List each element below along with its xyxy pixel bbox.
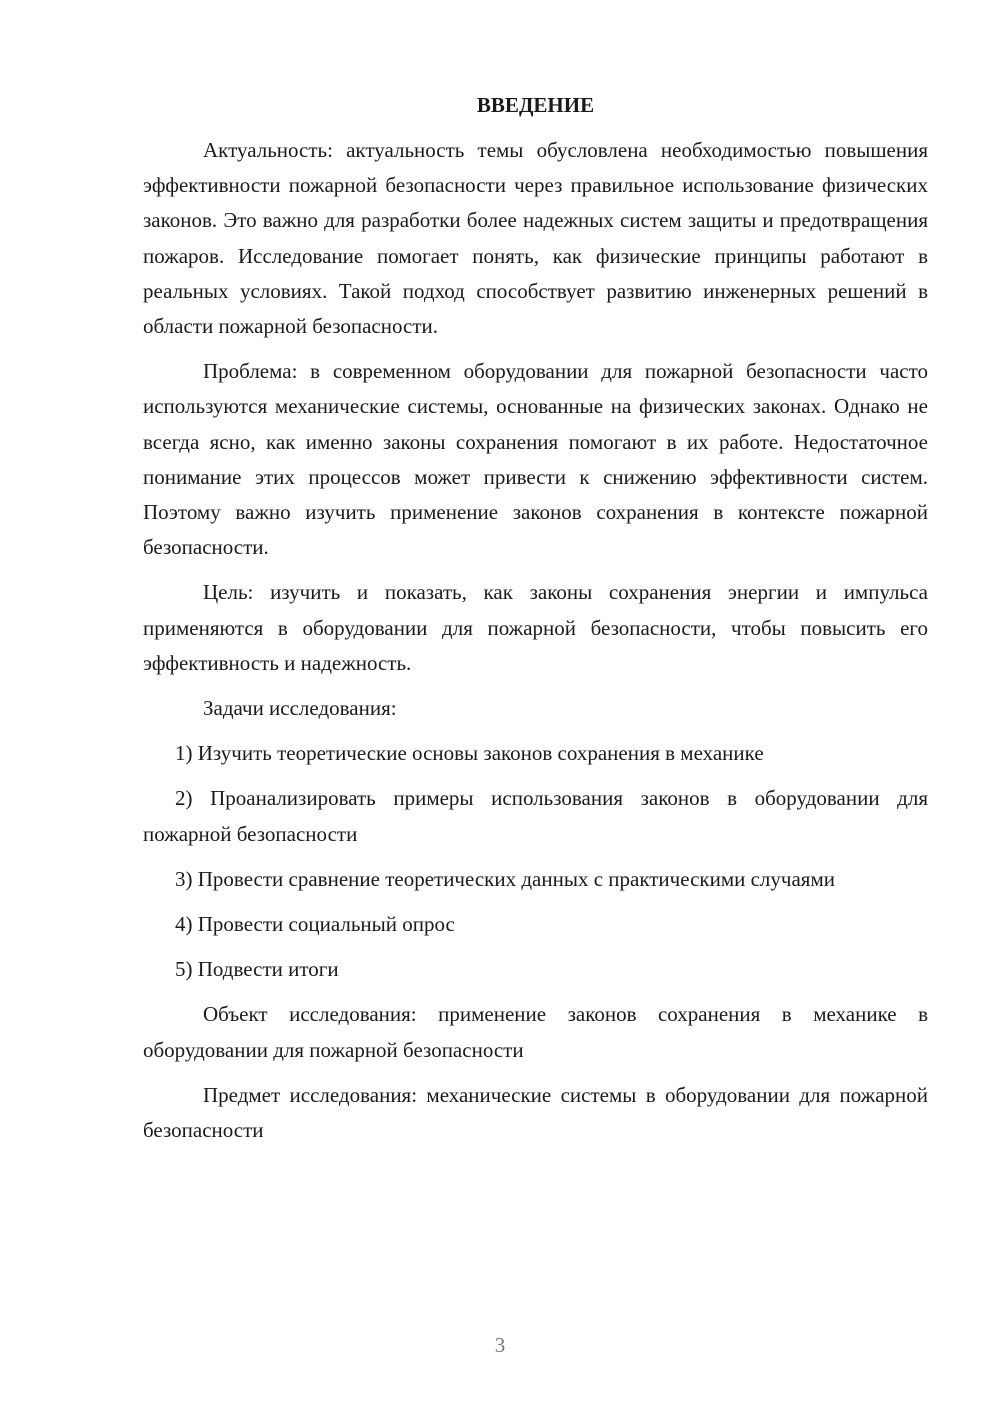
section-title: ВВЕДЕНИЕ — [476, 93, 595, 117]
task-item-5: 5) Подвести итоги — [175, 957, 339, 982]
task-item-3: 3) Провести сравнение теоретических данных с практическими случаями — [175, 866, 835, 891]
object-paragraph: Объект исследования: применение законов сохранения в механике в оборудовании для пожарной безопасности — [143, 1002, 928, 1062]
page-number: 3 — [494, 1333, 506, 1357]
task-item-1: 1) Изучить теоретические основы законов сохранения в механике — [175, 741, 764, 766]
relevance-paragraph: Актуальность: актуальность темы обусловлена необходимостью повышения эффективности пожарной безопасности через правильное использование физических законов. Это важно для разработки более надежных систем защиты и предотвращения пожаров. Исследование помогает понять, как физические принципы работают в реальных условиях. Такой подход способствует развитию инженерных решений в области пожарной безопасности. — [143, 138, 928, 339]
document-page — [143, 88, 928, 1158]
goal-paragraph: Цель: изучить и показать, как законы сохранения энергии и импульса применяются в оборудовании для пожарной безопасности, чтобы повысить его эффективность и надежность. — [143, 580, 928, 675]
task-item-4: 4) Провести социальный опрос — [175, 912, 455, 937]
tasks-heading: Задачи исследования: — [203, 696, 397, 721]
subject-paragraph: Предмет исследования: механические системы в оборудовании для пожарной безопасности — [143, 1082, 928, 1143]
problem-paragraph: Проблема: в современном оборудовании для пожарной безопасности часто используются механические системы, основанные на физических законах. Однако не всегда ясно, как именно законы сохранения помогают в их работе. Недостаточное понимание этих процессов может привести к снижению эффективности систем. Поэтому важно изучить применение законов сохранения в контексте пожарной безопасности. — [143, 359, 928, 560]
task-item-2: 2) Проанализировать примеры использования законов в оборудовании для пожарной безопасности — [143, 786, 928, 846]
